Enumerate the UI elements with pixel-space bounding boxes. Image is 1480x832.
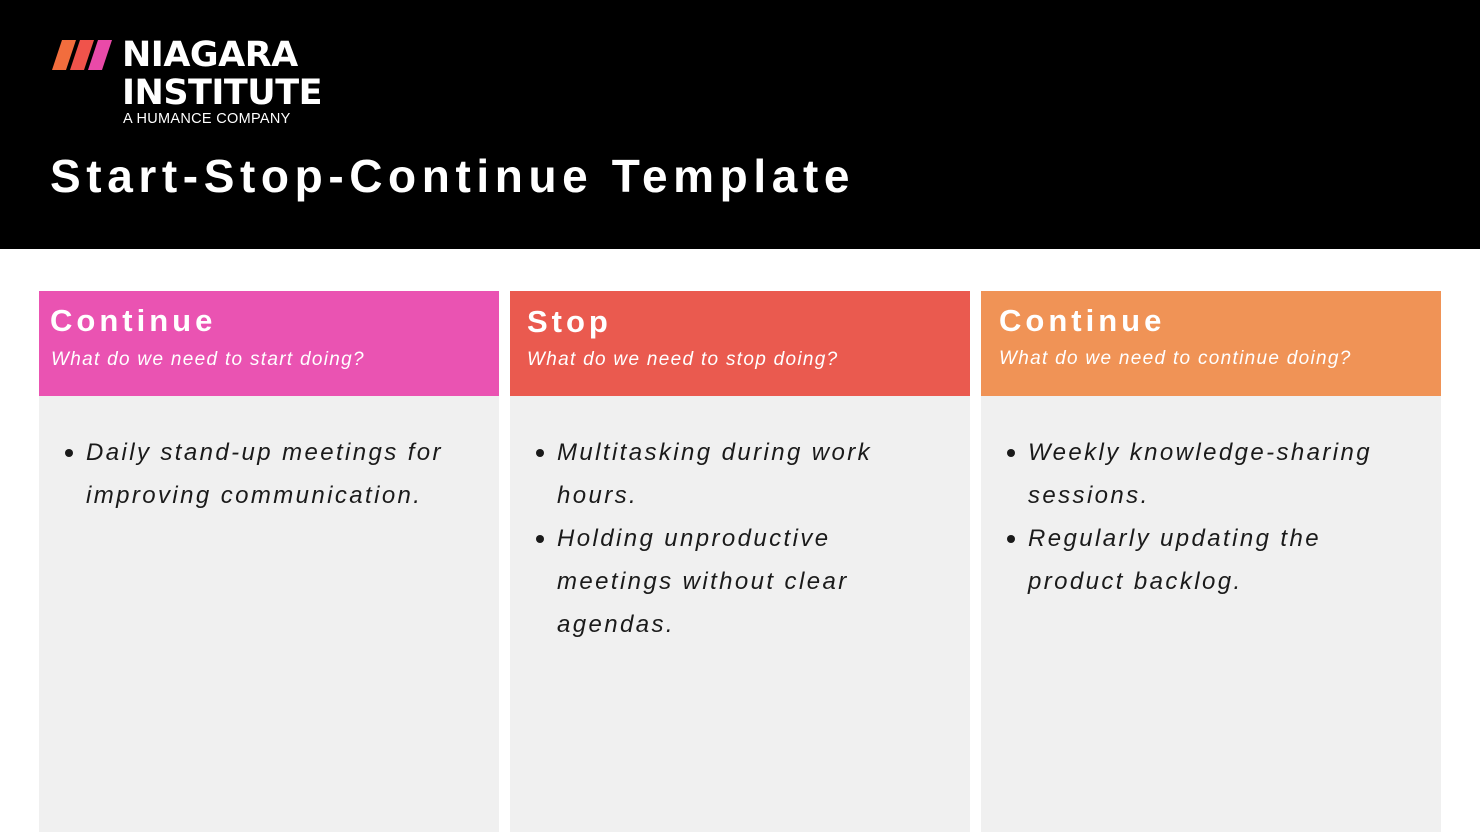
logo-wordmark-line2: INSTITUTE (122, 73, 322, 113)
column-question: What do we need to stop doing? (527, 349, 839, 370)
column-start (39, 291, 499, 832)
column-question: What do we need to start doing? (51, 349, 365, 370)
column-header (981, 291, 1441, 396)
column-item-list (981, 431, 1441, 603)
list-item: Daily stand-up meetings for improving communication. (39, 431, 499, 517)
list-item: Holding unproductive meetings without clear agendas. (510, 517, 970, 646)
column-stop (510, 291, 970, 832)
column-heading: Continue (999, 303, 1166, 338)
column-question: What do we need to continue doing? (999, 348, 1352, 369)
header-banner (0, 0, 1480, 249)
column-heading: Continue (50, 303, 217, 338)
page-title: Start-Stop-Continue Template (50, 150, 856, 202)
niagara-institute-logo (52, 35, 342, 130)
column-heading: Stop (527, 304, 612, 339)
logo-tagline: A HUMANCE COMPANY (123, 111, 291, 127)
list-item: Regularly updating the product backlog. (981, 517, 1441, 603)
logo-mark-icon (52, 40, 122, 70)
list-item: Weekly knowledge-sharing sessions. (981, 431, 1441, 517)
column-header (39, 291, 499, 396)
column-header (510, 291, 970, 396)
list-item: Multitasking during work hours. (510, 431, 970, 517)
logo-wordmark-line1: NIAGARA (122, 35, 298, 75)
column-continue (981, 291, 1441, 832)
column-item-list (39, 431, 499, 517)
column-item-list (510, 431, 970, 646)
